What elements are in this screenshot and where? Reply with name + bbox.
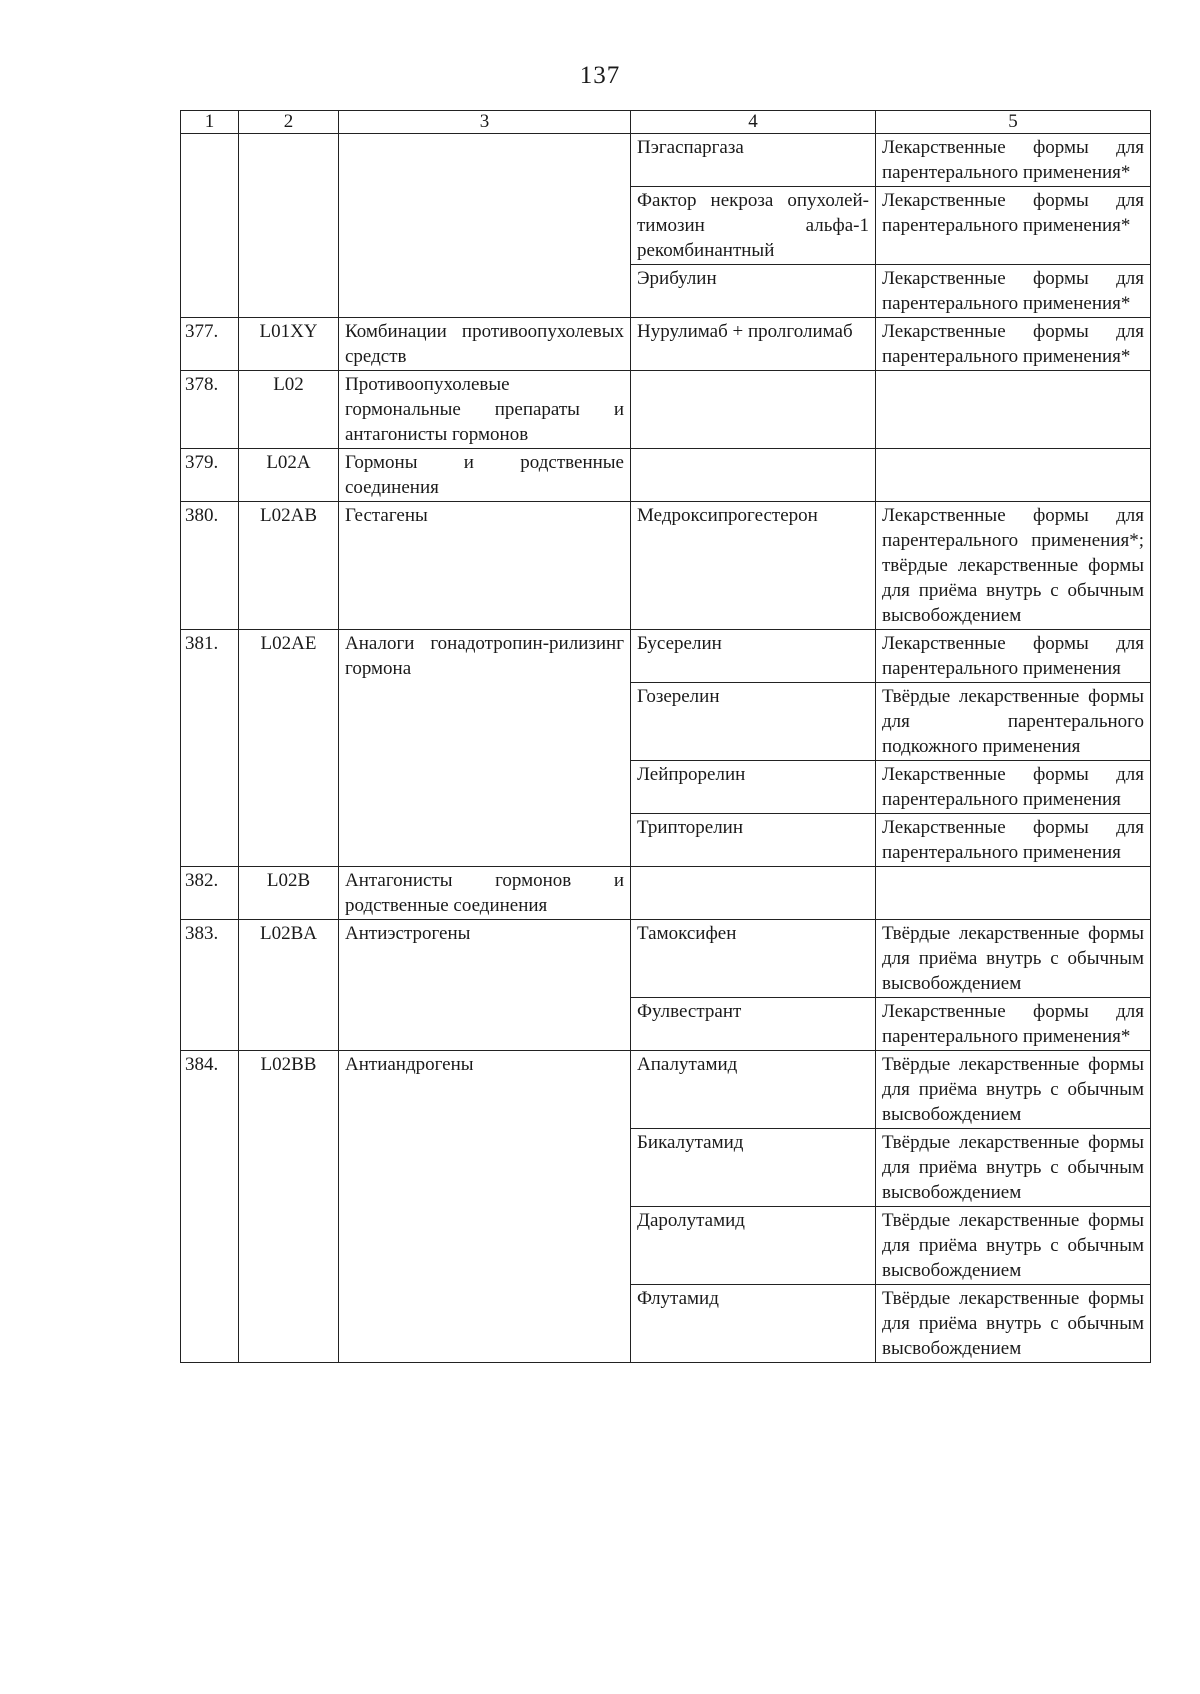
group-name-cell: Комбинации противоопухолевых средств [339,318,631,371]
table-row [181,502,1151,630]
group-name-cell: Антиэстрогены [339,920,631,1051]
drug-name-cell: Пэгаспаргаза [631,134,876,187]
drug-name-cell: Фактор некроза опухолей-тимозин альфа-1 рекомбинантный [631,187,876,265]
dosage-form-cell: Лекарственные формы для парентерального применения [876,814,1151,867]
table-row [181,630,1151,683]
atc-code-cell: L02A [239,449,339,502]
row-number-cell: 378. [181,371,239,449]
drug-name-cell: Бикалутамид [631,1129,876,1207]
atc-code-cell: L01XY [239,318,339,371]
table-row [181,134,1151,187]
table-row [181,1051,1151,1129]
dosage-form-cell: Лекарственные формы для парентерального применения [876,630,1151,683]
dosage-form-cell: Твёрдые лекарственные формы для приёма внутрь с обычным высвобождением [876,1207,1151,1285]
column-header: 3 [339,111,631,134]
drug-name-cell [631,371,876,449]
page-number: 137 [579,62,621,89]
row-number-cell: 384. [181,1051,239,1363]
drug-name-cell [631,449,876,502]
table-row [181,920,1151,998]
group-name-cell: Аналоги гонадотропин-рилизинг гормона [339,630,631,867]
dosage-form-cell: Твёрдые лекарственные формы для парентерального подкожного применения [876,683,1151,761]
group-name-cell: Антиандрогены [339,1051,631,1363]
atc-code-cell: L02BA [239,920,339,1051]
dosage-form-cell: Лекарственные формы для парентерального применения* [876,318,1151,371]
drug-name-cell: Флутамид [631,1285,876,1363]
row-number-cell: 381. [181,630,239,867]
dosage-form-cell: Лекарственные формы для парентерального применения* [876,998,1151,1051]
dosage-form-cell: Твёрдые лекарственные формы для приёма внутрь с обычным высвобождением [876,1285,1151,1363]
dosage-form-cell [876,449,1151,502]
dosage-form-cell: Лекарственные формы для парентерального применения* [876,134,1151,187]
drug-name-cell [631,867,876,920]
drug-name-cell: Эрибулин [631,265,876,318]
atc-code-cell: L02AB [239,502,339,630]
table-row [181,318,1151,371]
table-row [181,449,1151,502]
atc-code-cell: L02B [239,867,339,920]
atc-code-cell: L02 [239,371,339,449]
drug-name-cell: Трипторелин [631,814,876,867]
dosage-form-cell: Лекарственные формы для парентерального применения* [876,187,1151,265]
dosage-form-cell: Твёрдые лекарственные формы для приёма внутрь с обычным высвобождением [876,920,1151,998]
atc-code-cell: L02BB [239,1051,339,1363]
dosage-form-cell [876,371,1151,449]
row-number-cell: 377. [181,318,239,371]
dosage-form-cell: Твёрдые лекарственные формы для приёма внутрь с обычным высвобождением [876,1051,1151,1129]
dosage-form-cell: Лекарственные формы для парентерального применения [876,761,1151,814]
row-number-cell: 380. [181,502,239,630]
table-header-row [181,111,1151,134]
group-name-cell: Гормоны и родственные соединения [339,449,631,502]
drug-name-cell: Лейпрорелин [631,761,876,814]
row-number-cell [181,134,239,318]
row-number-cell: 379. [181,449,239,502]
drug-name-cell: Нурулимаб + пролголимаб [631,318,876,371]
group-name-cell: Гестагены [339,502,631,630]
column-header: 1 [181,111,239,134]
drug-name-cell: Бусерелин [631,630,876,683]
drug-name-cell: Фулвестрант [631,998,876,1051]
drug-name-cell: Медроксипрогестерон [631,502,876,630]
row-number-cell: 383. [181,920,239,1051]
column-header: 2 [239,111,339,134]
table-row [181,867,1151,920]
dosage-form-cell [876,867,1151,920]
drug-name-cell: Тамоксифен [631,920,876,998]
table-body [181,111,1151,1363]
row-number-cell: 382. [181,867,239,920]
group-name-cell: Антагонисты гормонов и родственные соединения [339,867,631,920]
dosage-form-cell: Лекарственные формы для парентерального применения* [876,265,1151,318]
atc-code-cell [239,134,339,318]
group-name-cell [339,134,631,318]
column-header: 5 [876,111,1151,134]
drug-name-cell: Апалутамид [631,1051,876,1129]
column-header: 4 [631,111,876,134]
atc-code-cell: L02AE [239,630,339,867]
dosage-form-cell: Твёрдые лекарственные формы для приёма внутрь с обычным высвобождением [876,1129,1151,1207]
dosage-form-cell: Лекарственные формы для парентерального применения*; твёрдые лекарственные формы для приёма внутрь с обычным высвобождением [876,502,1151,630]
drug-name-cell: Даролутамид [631,1207,876,1285]
drug-registry-table [180,110,1151,1363]
table-row [181,371,1151,449]
drug-name-cell: Гозерелин [631,683,876,761]
group-name-cell: Противоопухолевые гормональные препараты и антагонисты гормонов [339,371,631,449]
